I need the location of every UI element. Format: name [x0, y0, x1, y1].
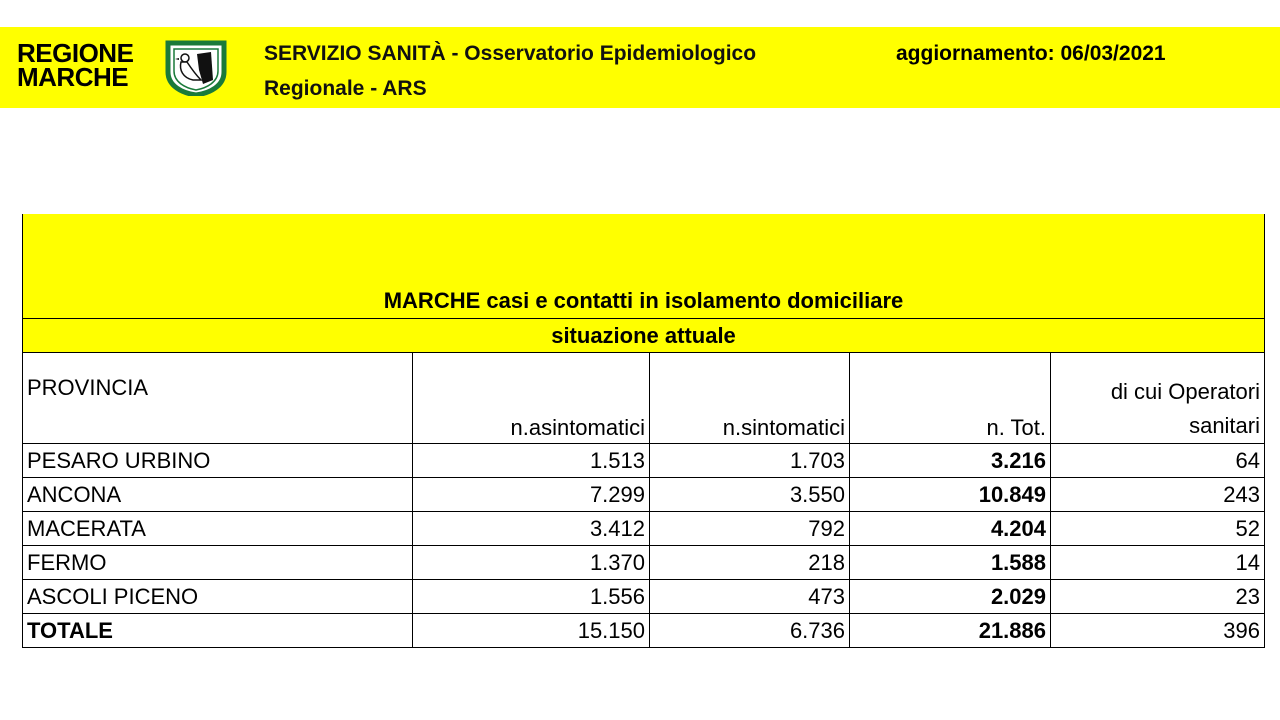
logo-line-2: MARCHE: [17, 62, 129, 92]
logo-line-1: REGIONE: [17, 38, 134, 68]
cell-operatori: 243: [1051, 478, 1265, 512]
cell-sintomatici: 473: [650, 580, 850, 614]
cell-provincia: ASCOLI PICENO: [23, 580, 413, 614]
table-subtitle-row: [23, 319, 1265, 353]
table-row: [23, 546, 1265, 580]
cell-sintomatici: 3.550: [650, 478, 850, 512]
cell-operatori: 23: [1051, 580, 1265, 614]
isolation-table: [22, 214, 1265, 648]
cell-total-label: TOTALE: [23, 614, 413, 648]
cell-total-operatori: 396: [1051, 614, 1265, 648]
cell-provincia: ANCONA: [23, 478, 413, 512]
cell-tot: 1.588: [850, 546, 1051, 580]
cell-operatori: 64: [1051, 444, 1265, 478]
col-header-sintomatici: n.sintomatici: [650, 353, 850, 444]
cell-provincia: MACERATA: [23, 512, 413, 546]
cell-provincia: PESARO URBINO: [23, 444, 413, 478]
cell-asintomatici: 1.513: [413, 444, 650, 478]
cell-asintomatici: 7.299: [413, 478, 650, 512]
regione-marche-emblem-icon: [163, 40, 229, 96]
service-title-line-1: SERVIZIO SANITÀ - Osservatorio Epidemiologico: [264, 42, 757, 65]
col-header-operatori-line-2: sanitari: [1189, 413, 1260, 438]
header-banner: [0, 27, 1280, 108]
col-header-tot: n. Tot.: [850, 353, 1051, 444]
col-header-asintomatici: n.asintomatici: [413, 353, 650, 444]
table-row: [23, 478, 1265, 512]
table-row: [23, 512, 1265, 546]
table-subtitle: situazione attuale: [23, 319, 1265, 353]
cell-tot: 3.216: [850, 444, 1051, 478]
cell-sintomatici: 218: [650, 546, 850, 580]
cell-total-sintomatici: 6.736: [650, 614, 850, 648]
service-title: [264, 36, 756, 106]
update-date: aggiornamento: 06/03/2021: [896, 42, 1166, 65]
service-title-line-2: Regionale - ARS: [264, 77, 427, 100]
table-title: MARCHE casi e contatti in isolamento domiciliare: [23, 214, 1265, 319]
cell-operatori: 14: [1051, 546, 1265, 580]
col-header-provincia: PROVINCIA: [23, 353, 413, 444]
cell-sintomatici: 792: [650, 512, 850, 546]
cell-asintomatici: 1.556: [413, 580, 650, 614]
logo-text: [17, 38, 134, 92]
table-row: [23, 444, 1265, 478]
col-header-operatori: [1051, 353, 1265, 444]
cell-provincia: FERMO: [23, 546, 413, 580]
table-total-row: [23, 614, 1265, 648]
cell-asintomatici: 1.370: [413, 546, 650, 580]
cell-tot: 4.204: [850, 512, 1051, 546]
cell-tot: 10.849: [850, 478, 1051, 512]
regione-marche-logo: [15, 40, 235, 96]
cell-sintomatici: 1.703: [650, 444, 850, 478]
cell-asintomatici: 3.412: [413, 512, 650, 546]
table-header-row: [23, 353, 1265, 444]
cell-total-tot: 21.886: [850, 614, 1051, 648]
cell-tot: 2.029: [850, 580, 1051, 614]
table-title-row: [23, 214, 1265, 319]
cell-total-asintomatici: 15.150: [413, 614, 650, 648]
cell-operatori: 52: [1051, 512, 1265, 546]
table-row: [23, 580, 1265, 614]
col-header-operatori-line-1: di cui Operatori: [1110, 379, 1260, 404]
